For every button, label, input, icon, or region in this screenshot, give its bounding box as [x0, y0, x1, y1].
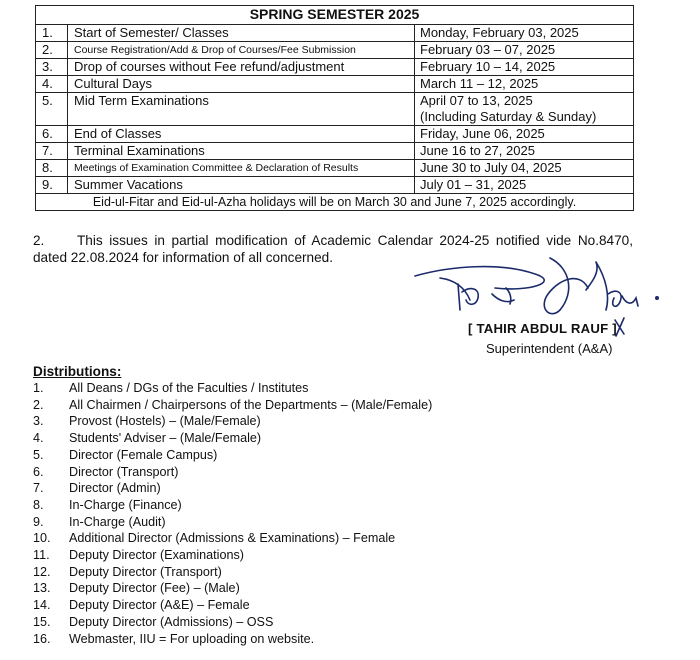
paragraph-number: 2.: [33, 233, 45, 248]
date-cell: [415, 93, 634, 126]
table-row: [36, 76, 634, 93]
date-line: April 07 to 13, 2025: [420, 93, 533, 108]
row-number: 2.: [36, 42, 68, 59]
list-item: [33, 547, 432, 564]
item-number: 8.: [33, 497, 44, 512]
list-item: [33, 597, 432, 614]
event-cell: Course Registration/Add & Drop of Courses/Fee Submission: [68, 42, 415, 59]
list-item: [33, 514, 432, 531]
table-footer-row: [36, 194, 634, 211]
row-number: 7.: [36, 143, 68, 160]
item-text: Additional Director (Admissions & Examinations) – Female: [69, 531, 396, 546]
signatory-designation: Superintendent (A&A): [486, 341, 613, 356]
item-number: 12.: [33, 564, 51, 579]
item-number: 11.: [33, 548, 50, 563]
date-cell: February 03 – 07, 2025: [415, 42, 634, 59]
semester-calendar-table: [35, 5, 634, 211]
item-number: 10.: [33, 531, 51, 546]
item-number: 5.: [33, 447, 44, 462]
list-item: [33, 564, 432, 581]
table-row: [36, 143, 634, 160]
paragraph-text: This issues in partial modification of Academic Calendar 2024-25 notified vide No.8470, dated 22.08.2024 for information of all concerned.: [33, 233, 633, 265]
item-text: Deputy Director (Fee) – (Male): [69, 581, 240, 596]
table-row: [36, 160, 634, 177]
item-text: In-Charge (Audit): [69, 514, 166, 529]
table-row: [36, 126, 634, 143]
table-row: [36, 42, 634, 59]
event-cell: Start of Semester/ Classes: [68, 25, 415, 42]
list-item: [33, 631, 432, 648]
item-number: 15.: [33, 614, 51, 629]
list-item: [33, 413, 432, 430]
list-item: [33, 380, 432, 397]
row-number: 3.: [36, 59, 68, 76]
semester-title: SPRING SEMESTER 2025: [36, 6, 634, 25]
event-cell: Cultural Days: [68, 76, 415, 93]
date-cell: Friday, June 06, 2025: [415, 126, 634, 143]
item-text: Deputy Director (Admissions) – OSS: [69, 614, 274, 629]
distributions-heading: Distributions:: [33, 364, 122, 379]
date-cell: June 16 to 27, 2025: [415, 143, 634, 160]
list-item: [33, 614, 432, 631]
event-cell: Terminal Examinations: [68, 143, 415, 160]
list-item: [33, 430, 432, 447]
holiday-note: Eid-ul-Fitar and Eid-ul-Azha holidays will be on March 30 and June 7, 2025 accordingly.: [36, 194, 634, 211]
row-number: 4.: [36, 76, 68, 93]
item-number: 3.: [33, 414, 44, 429]
table-row: [36, 177, 634, 194]
item-text: All Chairmen / Chairpersons of the Departments – (Male/Female): [69, 397, 433, 412]
date-cell: March 11 – 12, 2025: [415, 76, 634, 93]
row-number: 9.: [36, 177, 68, 194]
item-number: 14.: [33, 598, 51, 613]
item-text: All Deans / DGs of the Faculties / Institutes: [69, 381, 309, 395]
date-cell: Monday, February 03, 2025: [415, 25, 634, 42]
item-text: Students' Adviser – (Male/Female): [69, 431, 262, 446]
table-row: [36, 25, 634, 42]
date-cell: July 01 – 31, 2025: [415, 177, 634, 194]
item-text: In-Charge (Finance): [69, 497, 182, 512]
item-number: 1.: [33, 381, 44, 395]
item-text: Provost (Hostels) – (Male/Female): [69, 414, 261, 429]
list-item: [33, 480, 432, 497]
item-text: Deputy Director (Examinations): [69, 548, 244, 563]
distribution-list: [33, 380, 432, 647]
list-item: [33, 530, 432, 547]
table-title-row: [36, 6, 634, 25]
row-number: 1.: [36, 25, 68, 42]
item-number: 4.: [33, 431, 44, 446]
item-text: Deputy Director (A&E) – Female: [69, 598, 250, 613]
date-cell: February 10 – 14, 2025: [415, 59, 634, 76]
item-number: 7.: [33, 481, 44, 496]
item-number: 16.: [33, 631, 51, 646]
row-number: 5.: [36, 93, 68, 126]
item-text: Deputy Director (Transport): [69, 564, 222, 579]
item-text: Webmaster, IIU = For uploading on website.: [69, 631, 315, 646]
event-cell: Summer Vacations: [68, 177, 415, 194]
item-number: 6.: [33, 464, 44, 479]
date-note: (Including Saturday & Sunday): [420, 109, 597, 124]
item-text: Director (Transport): [69, 464, 179, 479]
list-item: [33, 497, 432, 514]
signatory-name: [ TAHIR ABDUL RAUF ]: [468, 321, 617, 336]
event-cell: Drop of courses without Fee refund/adjustment: [68, 59, 415, 76]
item-number: 2.: [33, 397, 44, 412]
event-cell: Meetings of Examination Committee & Declaration of Results: [68, 160, 415, 177]
date-cell: June 30 to July 04, 2025: [415, 160, 634, 177]
item-text: Director (Female Campus): [69, 447, 218, 462]
event-cell: End of Classes: [68, 126, 415, 143]
event-cell: Mid Term Examinations: [68, 93, 415, 126]
item-number: 13.: [33, 581, 51, 596]
table-row: [36, 93, 634, 126]
list-item: [33, 447, 432, 464]
list-item: [33, 580, 432, 597]
list-item: [33, 464, 432, 481]
item-number: 9.: [33, 514, 44, 529]
item-text: Director (Admin): [69, 481, 161, 496]
table-row: [36, 59, 634, 76]
list-item: [33, 397, 432, 414]
row-number: 8.: [36, 160, 68, 177]
row-number: 6.: [36, 126, 68, 143]
